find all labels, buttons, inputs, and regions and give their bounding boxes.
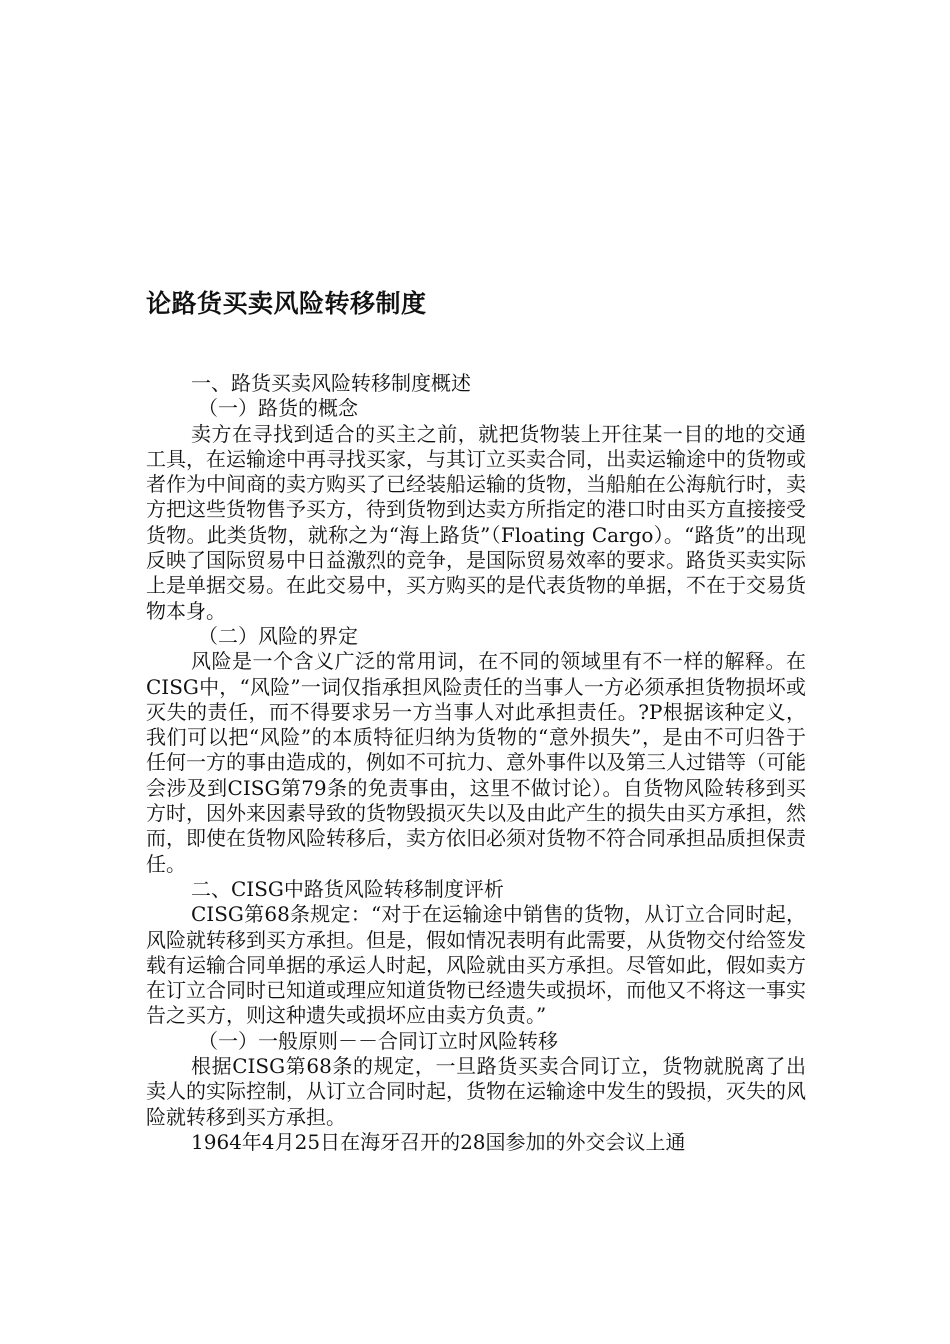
subsection-heading: （二）风险的界定 (198, 623, 358, 648)
document-title: 论路货买卖风险转移制度 (146, 289, 427, 318)
body-paragraph: 根据CISG第68条的规定，一旦路货买卖合同订立，货物就脱离了出卖人的实际控制，从订立合同时起，货物在运输途中发生的毁损，灭失的风险就转移到买方承担。 (146, 1054, 806, 1129)
section-heading: 二、CISG中路货风险转移制度评析 (191, 876, 504, 901)
section-heading: 一、路货买卖风险转移制度概述 (191, 371, 471, 395)
subsection-heading: （一）一般原则－－合同订立时风险转移 (198, 1028, 558, 1053)
body-paragraph: 风险是一个含义广泛的常用词，在不同的领域里有不一样的解释。在CISG中，“风险”一词仅指承担风险责任的当事人一方必须承担货物损坏或灭失的责任，而不得要求另一方当事人对此承担责任。?P根据该种定义，我们可以把“风险”的本质特征归纳为货物的“意外损失”，是由不可归咎于任何一方的事由造成的，例如不可抗力、意外事件以及第三人过错等（可能会涉及到CISG第79条的免责事由，这里不做讨论）。自货物风险转移到买方时，因外来因素导致的货物毁损灭失以及由此产生的损失由买方承担，然而，即使在货物风险转移后，卖方依旧必须对货物不符合同承担品质担保责任。 (146, 649, 806, 876)
body-paragraph: 1964年4月25日在海牙召开的28国参加的外交会议上通 (191, 1129, 686, 1154)
body-paragraph: 卖方在寻找到适合的买主之前，就把货物装上开往某一目的地的交通工具，在运输途中再寻找买家，与其订立买卖合同，出卖运输途中的货物或者作为中间商的卖方购买了已经装船运输的货物，当船舶在公海航行时，卖方把这些货物售予买方，待到货物到达卖方所指定的港口时由买方直接接受货物。此类货物，就称之为“海上路货”（Floating Cargo）。“路货”的出现反映了国际贸易中日益激烈的竞争，是国际贸易效率的要求。路货买卖实际上是单据交易。在此交易中，买方购买的是代表货物的单据，不在于交易货物本身。 (146, 421, 806, 623)
subsection-heading: （一）路货的概念 (198, 396, 358, 421)
body-paragraph: CISG第68条规定：“对于在运输途中销售的货物，从订立合同时起，风险就转移到买方承担。但是，假如情况表明有此需要，从货物交付给签发载有运输合同单据的承运人时起，风险就由买方承担。尽管如此，假如卖方在订立合同时已知道或理应知道货物已经遗失或损坏，而他又不将这一事实告之买方，则这种遗失或损坏应由卖方负责。” (146, 902, 806, 1028)
document-body (146, 371, 806, 1155)
